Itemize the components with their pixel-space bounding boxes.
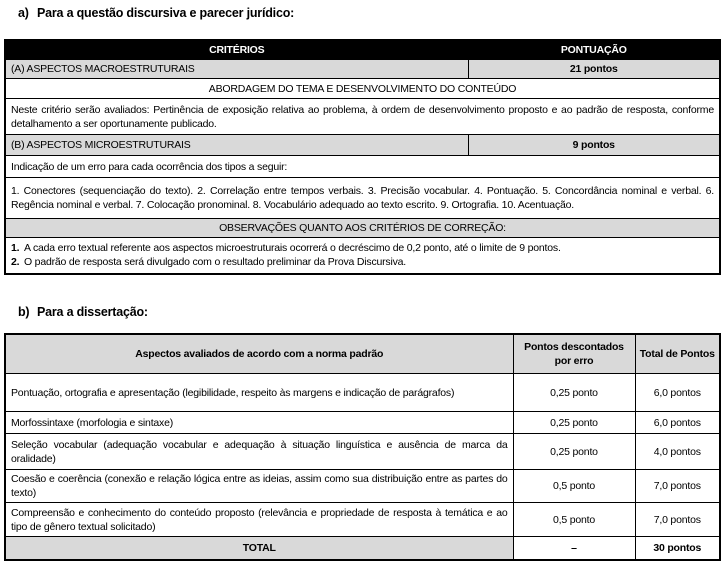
per-error-cell: 0,25 ponto xyxy=(513,412,635,434)
observacoes-items-row xyxy=(5,238,720,275)
macroestruturais-label: (A) ASPECTOS MACROESTRUTURAIS xyxy=(5,60,468,79)
total-cell: 7,0 pontos xyxy=(635,503,720,537)
abordagem-description-row xyxy=(5,99,720,135)
table-row-selecao-vocabular xyxy=(5,434,720,470)
total-cell: 6,0 pontos xyxy=(635,374,720,412)
tipos-erro-row xyxy=(5,178,720,219)
pontos-descontados-column-header: Pontos descontados por erro xyxy=(513,334,635,374)
aspect-cell: Seleção vocabular (adequação vocabular e adequação à situação linguística e ausência de marca da oralidade) xyxy=(5,434,513,470)
observacao-1-text: A cada erro textual referente aos aspectos microestruturais ocorrerá o decréscimo de 0,2 ponto, até o limite de 9 pontos. xyxy=(24,242,561,254)
per-error-cell: 0,25 ponto xyxy=(513,374,635,412)
total-per-error: – xyxy=(513,537,635,561)
criteria-table xyxy=(4,39,721,275)
macroestruturais-points: 21 pontos xyxy=(468,60,720,79)
table-row-coesao-coerencia xyxy=(5,470,720,503)
table-row-compreensao-conhecimento xyxy=(5,503,720,537)
aspect-cell: Morfossintaxe (morfologia e sintaxe) xyxy=(5,412,513,434)
total-pontos-column-header: Total de Pontos xyxy=(635,334,720,374)
total-cell: 7,0 pontos xyxy=(635,470,720,503)
per-error-cell: 0,25 ponto xyxy=(513,434,635,470)
aspect-cell: Compreensão e conhecimento do conteúdo proposto (relevância e propriedade de resposta à temática e ao tipo de gênero textual solicitado) xyxy=(5,503,513,537)
section-b-title: Para a dissertação: xyxy=(37,305,148,319)
section-a-title: Para a questão discursiva e parecer jurídico: xyxy=(37,6,295,20)
microestruturais-label: (B) ASPECTOS MICROESTRUTURAIS xyxy=(5,135,468,156)
observacoes-header: OBSERVAÇÕES QUANTO AOS CRITÉRIOS DE CORREÇÃO: xyxy=(5,219,720,238)
total-cell: 6,0 pontos xyxy=(635,412,720,434)
observacoes-items-cell xyxy=(5,238,720,275)
criteria-column-header: CRITÉRIOS xyxy=(5,40,468,60)
indicacao-row xyxy=(5,156,720,178)
observacao-1-number: 1. xyxy=(11,242,20,254)
section-b-heading xyxy=(18,305,725,319)
criteria-table-header-row xyxy=(5,40,720,60)
observacao-2-number: 2. xyxy=(11,256,20,268)
abordagem-header-row xyxy=(5,79,720,99)
indicacao-text: Indicação de um erro para cada ocorrência dos tipos a seguir: xyxy=(5,156,720,178)
per-error-cell: 0,5 ponto xyxy=(513,503,635,537)
per-error-cell: 0,5 ponto xyxy=(513,470,635,503)
aspect-cell: Coesão e coerência (conexão e relação lógica entre as ideias, assim como sua distribuição entre as partes do texto) xyxy=(5,470,513,503)
abordagem-header: ABORDAGEM DO TEMA E DESENVOLVIMENTO DO CONTEÚDO xyxy=(5,79,720,99)
macroestruturais-row xyxy=(5,60,720,79)
aspect-cell: Pontuação, ortografia e apresentação (legibilidade, respeito às margens e indicação de parágrafos) xyxy=(5,374,513,412)
pontuacao-column-header: PONTUAÇÃO xyxy=(468,40,720,60)
table-row-total xyxy=(5,537,720,561)
section-a-heading xyxy=(18,0,725,20)
dissertation-table-header-row xyxy=(5,334,720,374)
aspectos-column-header: Aspectos avaliados de acordo com a norma padrão xyxy=(5,334,513,374)
microestruturais-points: 9 pontos xyxy=(468,135,720,156)
dissertation-table xyxy=(4,333,721,561)
total-label: TOTAL xyxy=(5,537,513,561)
observacao-2-text: O padrão de resposta será divulgado com o resultado preliminar da Prova Discursiva. xyxy=(24,256,407,268)
microestruturais-row xyxy=(5,135,720,156)
observacao-item-1 xyxy=(11,241,714,255)
abordagem-description: Neste critério serão avaliados: Pertinência de exposição relativa ao problema, à ordem de desenvolvimento proposto e ao padrão de resposta, conforme detalhamento a ser oportunamente publicado. xyxy=(5,99,720,135)
total-cell: 4,0 pontos xyxy=(635,434,720,470)
observacao-item-2 xyxy=(11,255,714,269)
total-points: 30 pontos xyxy=(635,537,720,561)
observacoes-header-row xyxy=(5,219,720,238)
tipos-erro-lista: 1. Conectores (sequenciação do texto). 2. Correlação entre tempos verbais. 3. Precisão vocabular. 4. Pontuação. 5. Concordância nominal e verbal. 6. Regência nominal e verbal. 7. Colocação pronominal. 8. Vocabulário adequado ao texto escrito. 9. Ortografia. 10. Acentuação. xyxy=(5,178,720,219)
table-row-pontuacao-ortografia xyxy=(5,374,720,412)
section-a-letter: a) xyxy=(18,6,29,20)
table-row-morfossintaxe xyxy=(5,412,720,434)
section-b-letter: b) xyxy=(18,305,30,319)
